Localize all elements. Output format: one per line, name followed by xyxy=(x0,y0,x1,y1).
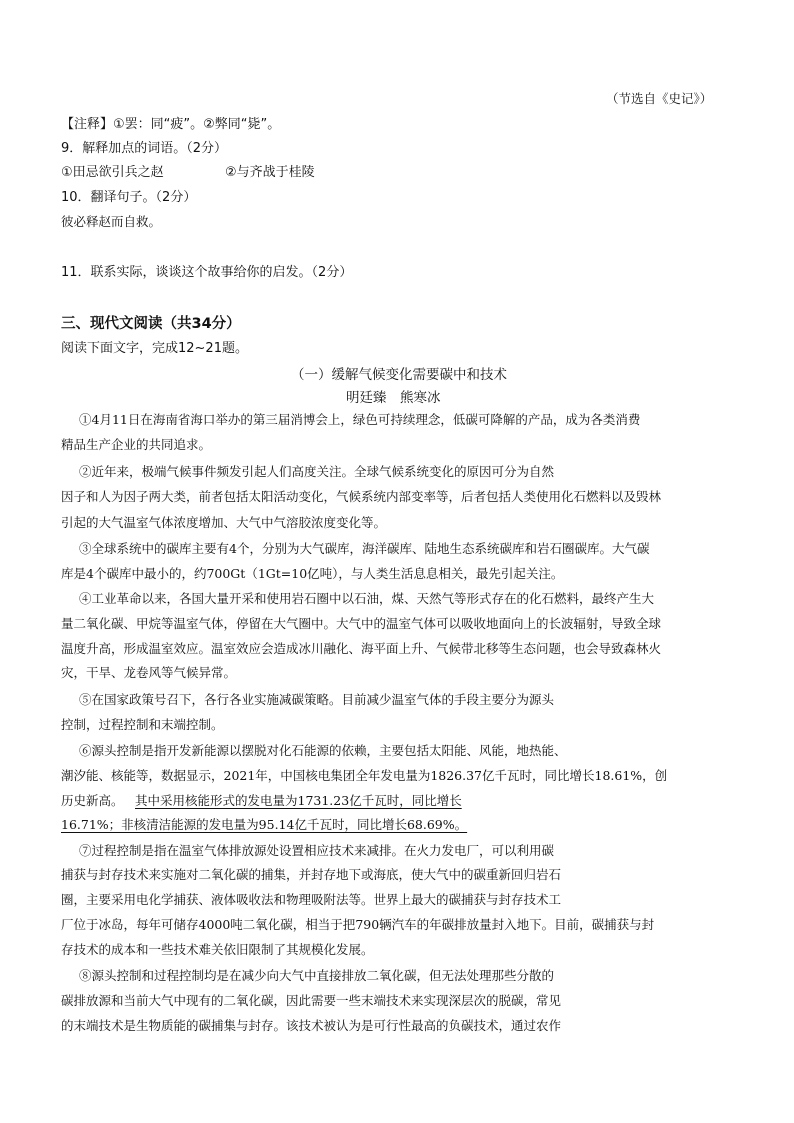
article-line: 因子和人为因子两大类，前者包括太阳活动变化，气候系统内部变率等，后者包括人类使用化石燃料以及毁林 xyxy=(61,489,662,504)
question-9-item-1: ①田忌欲引兵之赵 xyxy=(61,165,164,180)
article-line: 的末端技术是生物质能的碳捕集与封存。该技术被认为是可行性最高的负碳技术，通过农作 xyxy=(61,1018,562,1033)
article-authors: 明廷臻 熊寒冰 xyxy=(346,390,441,406)
section-instruction: 阅读下面文字，完成12~21题。 xyxy=(61,341,248,356)
question-9-item-2: ②与齐战于桂陵 xyxy=(225,165,315,180)
article-line: 引起的大气温室气体浓度增加、大气中气溶胶浓度变化等。 xyxy=(61,515,387,530)
section-heading: 三、现代文阅读（共34分） xyxy=(61,316,241,332)
article-line: ⑤在国家政策号召下，各行各业实施减碳策略。目前减少温室气体的手段主要分为源头 xyxy=(79,692,555,707)
article-line: 捕获与封存技术来实施对二氧化碳的捕集，并封存地下或海底，使大气中的碳重新回归岩石 xyxy=(61,867,562,882)
article-line: 库是4个碳库中最小的，约700Gt（1Gt=10亿吨），与人类生活息息相关，最先引起关注。 xyxy=(61,566,564,581)
article-line: 量二氧化碳、甲烷等温室气体，停留在大气圈中。大气中的温室气体可以吸收地面向上的长波辐射，导致全球 xyxy=(61,616,662,631)
article-line: ⑥源头控制是指开发新能源以摆脱对化石能源的依赖，主要包括太阳能、风能，地热能、 xyxy=(79,743,567,758)
annotation-note: 【注释】①罢：同“疲”。②弊同“毙”。 xyxy=(61,117,281,132)
question-10-sentence: 彼必释赵而自救。 xyxy=(61,214,162,229)
article-line: 圈，主要采用电化学捕获、液体吸收法和物理吸附法等。世界上最大的碳捕获与封存技术工 xyxy=(61,892,562,907)
article-line: 灾，干旱、龙卷风等气候异常。 xyxy=(61,665,237,680)
article-title: （一）缓解气候变化需要碳中和技术 xyxy=(291,367,507,383)
article-line: 厂位于冰岛，每年可储存4000吨二氧化碳，相当于把790辆汽车的年碳排放量封入地下。目前，碳捕获与封 xyxy=(61,917,655,932)
article-line: ①4月11日在海南省海口举办的第三届消博会上，绿色可持续理念，低碳可降解的产品，成为各类消费 xyxy=(79,412,641,427)
article-line: 控制，过程控制和末端控制。 xyxy=(61,717,224,732)
question-9-prompt: 9．解释加点的词语。（2分） xyxy=(61,141,228,156)
article-line: ④工业革命以来，各国大量开采和使用岩石圈中以石油，煤、天然气等形式存在的化石燃料，最终产生大 xyxy=(79,591,655,606)
article-line: 历史新高。 xyxy=(61,793,124,808)
article-line: ⑧源头控制和过程控制均是在减少向大气中直接排放二氧化碳，但无法处理那些分散的 xyxy=(79,968,555,983)
article-line-underlined: 16.71%；非核清洁能源的发电量为95.14亿千瓦时，同比增长68.69%。 xyxy=(61,817,468,832)
article-line: 温度升高，形成温室效应。温室效应会造成冰川融化、海平面上升、气候带北移等生态问题，也会导致森林火 xyxy=(61,641,662,656)
article-line: ②近年来，极端气候事件频发引起人们高度关注。全球气候系统变化的原因可分为自然 xyxy=(79,464,555,479)
article-line: ③全球系统中的碳库主要有4个，分别为大气碳库，海洋碳库、陆地生态系统碳库和岩石圈碳库。大气碳 xyxy=(79,541,650,556)
source-note: （节选自《史记》） xyxy=(606,91,713,106)
article-line: ⑦过程控制是指在温室气体排放源处设置相应技术来减排。在火力发电厂，可以利用碳 xyxy=(79,843,555,858)
article-line: 存技术的成本和一些技术难关依旧限制了其规模化发展。 xyxy=(61,942,374,957)
question-10-prompt: 10．翻译句子。（2分） xyxy=(61,190,197,205)
article-line: 碳排放源和当前大气中现有的二氧化碳，因此需要一些末端技术来实现深层次的脱碳，常见 xyxy=(61,993,562,1008)
article-line-underlined: 其中采用核能形式的发电量为1731.23亿千瓦时，同比增长 xyxy=(135,793,462,808)
question-11-prompt: 11．联系实际，谈谈这个故事给你的启发。（2分） xyxy=(61,265,353,280)
article-line: 精品生产企业的共同追求。 xyxy=(61,437,212,452)
article-line: 潮汐能、核能等，数据显示，2021年，中国核电集团全年发电量为1826.37亿千瓦时，同比增长18.61%，创 xyxy=(61,768,668,783)
